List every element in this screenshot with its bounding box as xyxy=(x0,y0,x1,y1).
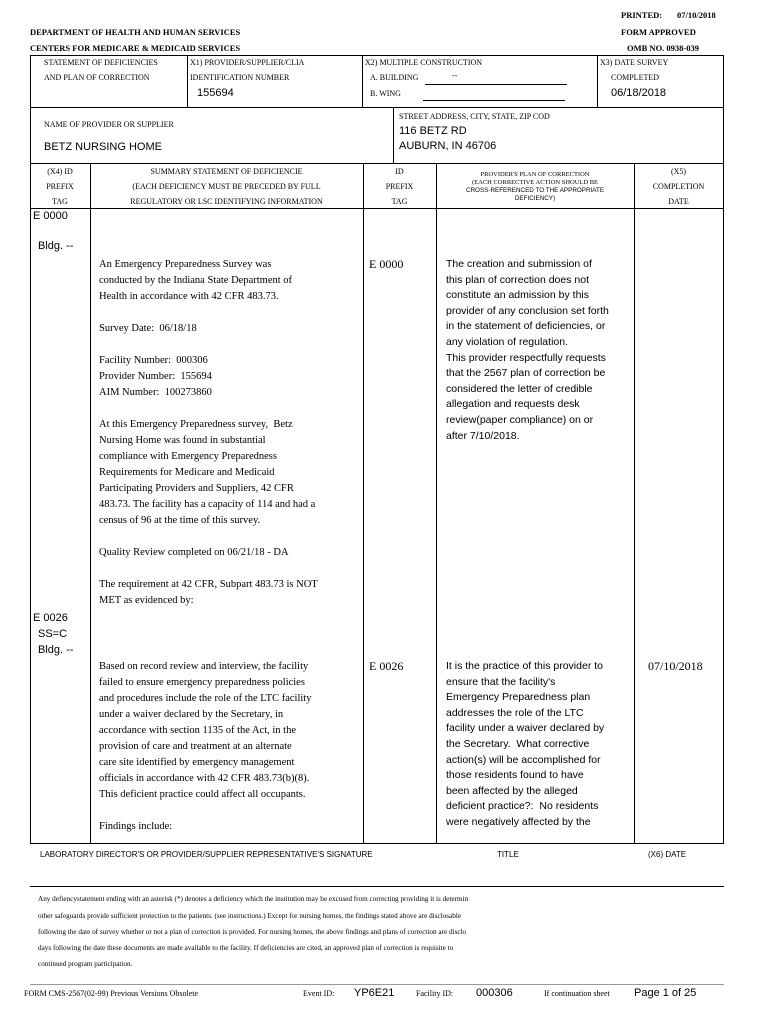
e0000-summary: An Emergency Preparedness Survey was conducted by the Indiana State Department of Health in accordance with 42 CFR 483.73. Survey Date: 06/18/18 Facility Number: 000306 Provider Number: 155694 AIM Number: 100273860 At this Emergency Preparedness survey, Betz Nursing Home was found in substantial compliance with Emergency Preparedness Requirements for Medicare and Medicaid Participating Providers and Suppliers, 42 CFR 483.73. The facility has a capacity of 114 and had a census of 96 at the time of this survey. Quality Review completed on 06/21/18 - DA The requirement at 42 CFR, Subpart 483.73 is NOT MET as evidenced by: xyxy=(99,259,318,606)
e0026-plan: It is the practice of this provider to ensure that the facility's Emergency Preparedness plan addresses the role of the LTC facility under a waiver declared by the Secretary. What corrective action(s) will be accomplished for those residents found to have been affected by the alleged deficient practice?: No residents were negatively affected by the xyxy=(446,660,605,828)
x3-sublabel: COMPLETED xyxy=(611,73,659,82)
signature-date-label: (X6) DATE xyxy=(648,850,687,859)
x4-header-2: PREFIX xyxy=(46,182,74,191)
e0026-scope-severity: SS=C xyxy=(38,628,68,640)
address-line-1: 116 BETZ RD xyxy=(399,125,467,137)
footer-facility-id: 000306 xyxy=(476,987,513,999)
plan-header-2: (EACH CORRECTIVE ACTION SHOULD BE xyxy=(471,179,599,186)
x5-header-1: (X5) xyxy=(670,167,687,176)
provider-id-value: 155694 xyxy=(197,87,234,99)
signature-bottom-line xyxy=(30,886,724,887)
building-value: -- xyxy=(452,71,458,80)
col-div-3 xyxy=(436,163,437,844)
x5-header-2: COMPLETION xyxy=(652,182,705,191)
x5-header-3: DATE xyxy=(668,197,689,206)
omb-number: OMB NO. 0938-039 xyxy=(627,43,700,53)
grid-mid-line xyxy=(30,107,724,108)
x1-sublabel: IDENTIFICATION NUMBER xyxy=(190,73,290,82)
grid-div-3 xyxy=(597,55,598,107)
building-underline xyxy=(425,84,567,85)
footer-rule xyxy=(30,984,724,985)
x4-header-1: (X4) ID xyxy=(47,167,73,176)
statement-label-1: STATEMENT OF DEFICIENCIES xyxy=(44,58,158,67)
id-header-2: PREFIX xyxy=(385,182,414,191)
disclaimer-line-5: continued program participation. xyxy=(38,960,133,968)
table-right-line xyxy=(723,163,724,844)
e0000-prefix-tag: E 0000 xyxy=(33,210,68,222)
col-div-2 xyxy=(363,163,364,844)
footer-event-label: Event ID: xyxy=(303,989,335,998)
form-approved: FORM APPROVED xyxy=(621,27,696,37)
grid-left-line xyxy=(30,55,31,163)
e0000-id-tag: E 0000 xyxy=(369,257,404,271)
plan-header-1: PROVIDER'S PLAN OF CORRECTION xyxy=(480,171,590,178)
e0026-id-tag: E 0026 xyxy=(369,659,404,673)
plan-header-3: CROSS-REFERENCED TO THE APPROPRIATE xyxy=(465,187,605,194)
id-header-3: TAG xyxy=(391,197,408,206)
disclaimer-line-4: days following the date these documents are made available to the facility. If deficiencies are cited, an approved plan of correction is requisite to xyxy=(38,944,454,952)
summary-header-1: SUMMARY STATEMENT OF DEFICIENCIE xyxy=(150,167,303,176)
table-header-line xyxy=(30,208,724,209)
grid-div-1 xyxy=(187,55,188,107)
provider-name: BETZ NURSING HOME xyxy=(44,141,162,153)
x1-label: X1) PROVIDER/SUPPLIER/CLIA xyxy=(190,58,305,67)
disclaimer-line-2: other safeguards provide sufficient protection to the patients. (see instructions.) Except for nursing homes, the findings stated above are disclosable xyxy=(38,912,462,920)
x2-label: X2) MULTIPLE CONSTRUCTION xyxy=(365,58,483,67)
table-bottom-line xyxy=(30,843,724,844)
e0000-plan: The creation and submission of this plan of correction does not constitute an admission by this provider of any conclusion set forth in the statement of deficiencies, or any violation of regulation. This provider respectfully requests that the 2567 plan of correction be considered the letter of credible allegation and requests desk review(paper compliance) on or after 7/10/2018. xyxy=(446,258,609,442)
x4-header-3: TAG xyxy=(52,197,68,206)
grid-right-line xyxy=(723,55,724,163)
signature-title-label: TITLE xyxy=(497,850,519,859)
e0026-prefix-tag: E 0026 xyxy=(33,612,68,624)
survey-completed-date: 06/18/2018 xyxy=(611,87,667,99)
summary-header-2: (EACH DEFICIENCY MUST BE PRECEDED BY FULL xyxy=(132,182,321,191)
centers-title: CENTERS FOR MEDICARE & MEDICAID SERVICES xyxy=(30,43,241,53)
footer-event-id: YP6E21 xyxy=(354,987,395,999)
x3-label: X3) DATE SURVEY xyxy=(600,58,669,67)
col-div-1 xyxy=(90,163,91,844)
table-top-line xyxy=(30,163,724,164)
address-label: STREET ADDRESS, CITY, STATE, ZIP COD xyxy=(399,112,550,121)
signature-label: LABORATORY DIRECTOR'S OR PROVIDER/SUPPLIER REPRESENTATIVE'S SIGNATURE xyxy=(40,850,373,859)
e0000-building: Bldg. -- xyxy=(38,240,74,252)
grid-top-line xyxy=(30,55,724,56)
footer-page-number: Page 1 of 25 xyxy=(634,987,697,999)
provider-name-label: NAME OF PROVIDER OR SUPPLIER xyxy=(44,120,174,129)
col-div-4 xyxy=(634,163,635,844)
footer-continuation: If continuation sheet xyxy=(544,989,610,998)
department-title: DEPARTMENT OF HEALTH AND HUMAN SERVICES xyxy=(30,27,241,37)
address-line-2: AUBURN, IN 46706 xyxy=(399,140,497,152)
grid-div-4 xyxy=(393,107,394,163)
e0026-completion-date: 07/10/2018 xyxy=(648,659,703,673)
id-header-1: ID xyxy=(395,167,404,176)
summary-header-3: REGULATORY OR LSC IDENTIFYING INFORMATION xyxy=(130,197,323,206)
footer-facility-label: Facility ID: xyxy=(416,989,454,998)
printed-date: 07/10/2018 xyxy=(677,10,716,20)
statement-label-2: AND PLAN OF CORRECTION xyxy=(44,73,150,82)
table-left-line xyxy=(30,163,31,844)
wing-underline xyxy=(423,100,565,101)
disclaimer-line-3: following the date of survey whether or not a plan of correction is provided. For nursing homes, the above findings and plans of correction are disclo xyxy=(38,928,467,936)
e0026-building: Bldg. -- xyxy=(38,644,74,656)
grid-div-2 xyxy=(362,55,363,107)
printed-label: PRINTED: xyxy=(621,10,663,20)
wing-label: B. WING xyxy=(370,89,401,98)
footer-form-number: FORM CMS-2567(02-99) Previous Versions Obsolete xyxy=(24,989,199,998)
e0026-summary: Based on record review and interview, the facility failed to ensure emergency preparedness policies and procedures include the role of the LTC facility under a waiver declared by the Secretary, in accordance with section 1135 of the Act, in the provision of care and treatment at an alternate care site identified by emergency management officials in accordance with 42 CFR 483.73(b)(8). This deficient practice could affect all occupants. Findings include: xyxy=(99,661,312,832)
disclaimer-line-1: Any defiencystatement ending with an asterisk (*) denotes a deficiency which the institution may be excused from correcting providing it is determin xyxy=(38,895,469,903)
plan-header-4: DEFICIENCY) xyxy=(514,195,556,202)
building-label: A. BUILDING xyxy=(370,73,419,82)
